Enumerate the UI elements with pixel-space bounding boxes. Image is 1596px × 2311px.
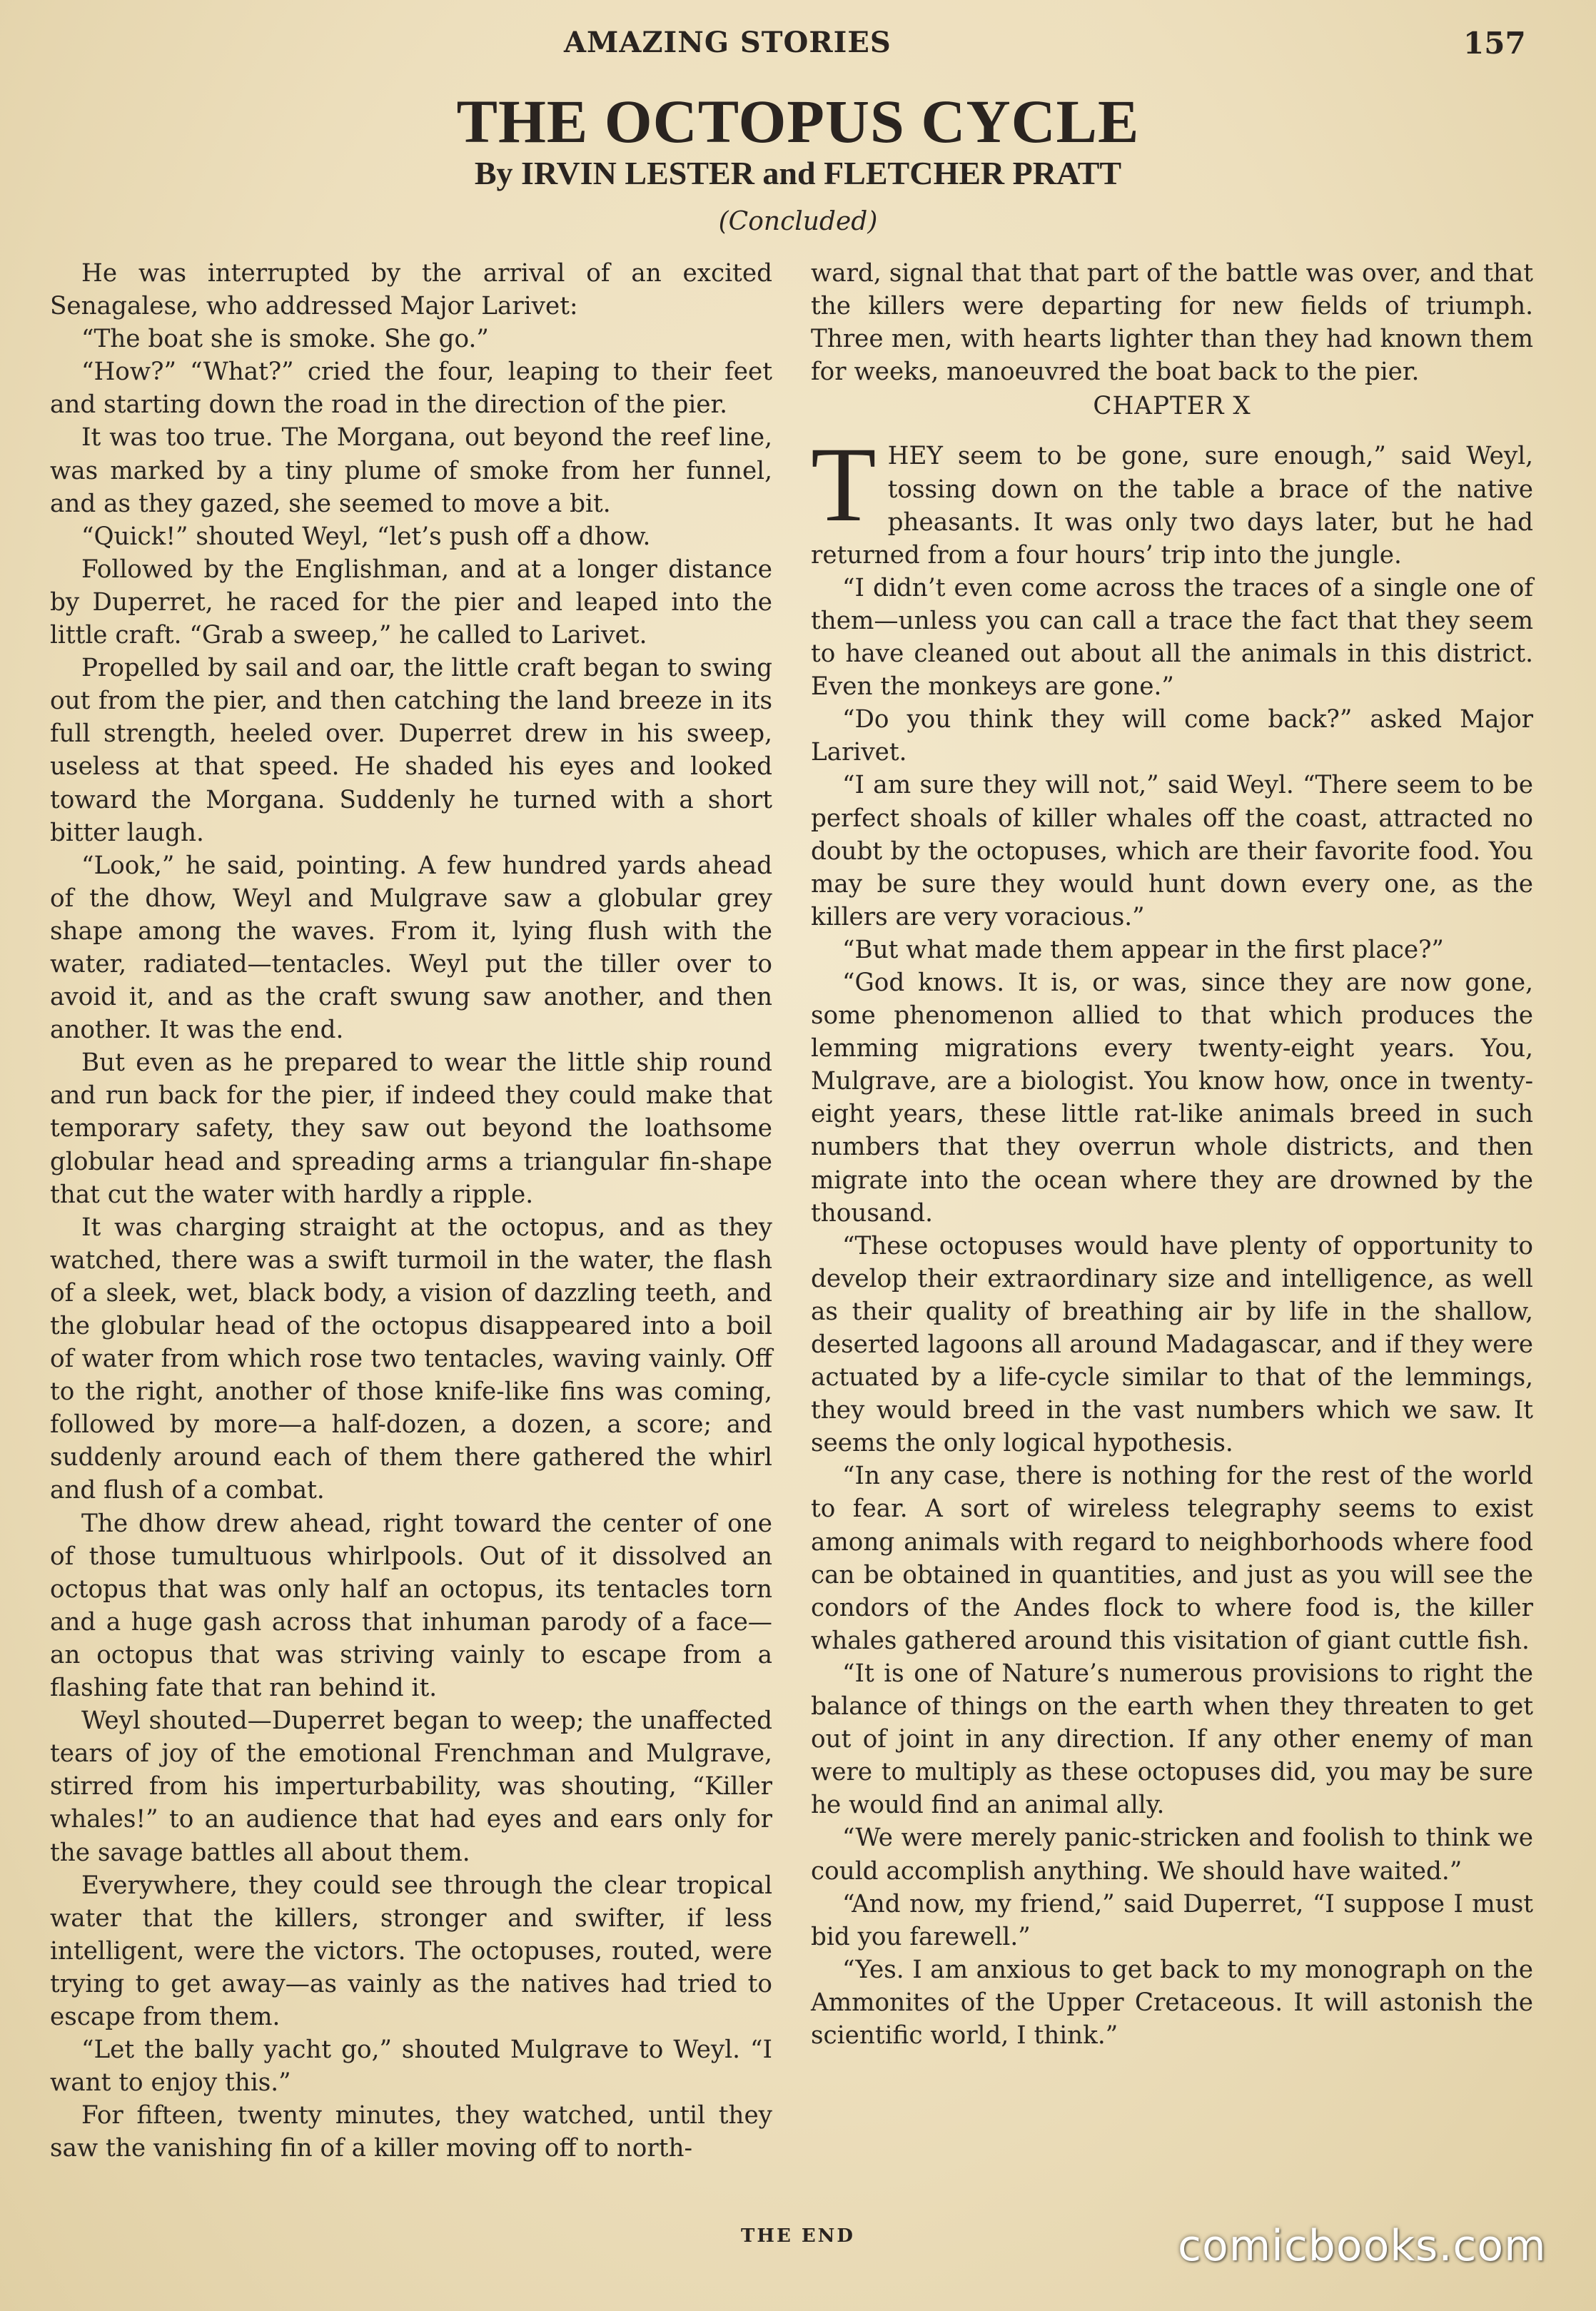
paragraph: Followed by the Englishman, and at a longer distance by Duperret, he raced for the pier and leaped into the little craft. “Grab a sweep,” he called to Larivet. [50,555,772,650]
right-column [811,257,1533,2052]
paragraph-continued: ward, signal that that part of the battle was over, and that the killers were departing for new fields of triumph. Three men, with hearts lighter than they had known them for weeks, manoeuvred the boat back to the pier. [811,259,1533,387]
paragraph: “These octopuses would have plenty of opportunity to develop their extraordinary size and intelligence, as well as their quality of breathing air by life in the shallow, deserted lagoons all around Madagascar, and if they were actuated by a life-cycle similar to that of the lemmings, they would breed in the vast numbers which we saw. It seems the only logical hypothesis. [811,1231,1533,1458]
paragraph: “But what made them appear in the first place?” [842,935,1444,964]
chapter-heading: CHAPTER X [1093,392,1251,421]
paragraph: For fifteen, twenty minutes, they watched, until they saw the vanishing fin of a killer moving off to north- [50,2101,772,2163]
story-title: THE OCTOPUS CYCLE [456,87,1140,156]
chapter-opening-text: HEY seem to be gone, sure enough,” said Weyl, tossing down on the table a brace of the native pheasants. It was only two days later, but he had returned from a four hours’ trip into the jungle. [811,442,1533,570]
paragraph: “Look,” he said, pointing. A few hundred yards ahead of the dhow, Weyl and Mulgrave saw a globular grey shape among the waves. From it, lying flush with the water, radiated—tentacles. Weyl put the tiller over to avoid it, and as the craft swung saw another, and then another. It was the end. [50,851,772,1045]
chapter-opening-paragraph [811,425,1533,571]
watermark: comicbooks.com [1178,2221,1547,2271]
paragraph: “And now, my friend,” said Duperret, “I suppose I must bid you farewell.” [811,1889,1533,1951]
paragraph: Propelled by sail and oar, the little craft began to swing out from the pier, and then catching the land breeze in its full strength, heeled over. Duperret drew in his sweep, useless at that speed. He shaded his eyes and looked toward the Morgana. Suddenly he turned with a short bitter laugh. [50,654,772,847]
story-byline: By IRVIN LESTER and FLETCHER PRATT [474,155,1122,191]
paragraph: “Yes. I am anxious to get back to my monograph on the Ammonites of the Upper Cretaceous. It will astonish the scientific world, I think.” [811,1955,1533,2050]
drop-cap: T [811,425,877,545]
paragraph: But even as he prepared to wear the little ship round and run back for the pier, if indeed they could make that temporary safety, they saw out beyond the loathsome globular head and spreading arms a triangular fin-shape that cut the water with hardly a ripple. [50,1048,772,1209]
paragraph: “Quick!” shouted Weyl, “let’s push off a dhow. [81,522,651,551]
paragraph: It was too true. The Morgana, out beyond the reef line, was marked by a tiny plume of smoke from her funnel, and as they gazed, she seemed to move a bit. [50,423,772,518]
paragraph: “God knows. It is, or was, since they are now gone, some phenomenon allied to that which produces the lemming migrations every twenty-eight years. You, Mulgrave, are a biologist. You know how, once in twenty-eight years, these little rat-like animals breed in such numbers that they overrun whole districts, and then migrate into the ocean where they are drowned by the thousand. [811,968,1533,1228]
running-head: AMAZING STORIES [564,26,892,59]
paragraph: Everywhere, they could see through the clear tropical water that the killers, stronger and swifter, if less intelligent, were the victors. The octopuses, routed, were trying to get away—as vainly as the natives had tried to escape from them. [50,1871,772,2031]
paragraph: He was interrupted by the arrival of an excited Senagalese, who addressed Major Larivet: [50,259,772,321]
paragraph: “I am sure they will not,” said Weyl. “There seem to be perfect shoals of killer whales off the coast, attracted no doubt by the octopuses, which are their favorite food. You may be sure they would hunt down every one, as the killers are very voracious.” [811,771,1533,931]
left-column [50,257,772,2165]
concluded-note: (Concluded) [718,207,878,236]
paragraph: “We were merely panic-stricken and foolish to think we could accomplish anything. We should have waited.” [811,1824,1533,1886]
paragraph: “Do you think they will come back?” asked Major Larivet. [811,705,1533,767]
paragraph: “Let the bally yacht go,” shouted Mulgrave to Weyl. “I want to enjoy this.” [50,2036,772,2098]
paragraph: “I didn’t even come across the traces of a single one of them—unless you can call a trace the fact that they seem to have cleaned out about all the animals in this district. Even the monkeys are gone.” [811,573,1533,702]
the-end-label: THE END [741,2225,855,2247]
paragraph: “How?” “What?” cried the four, leaping to their feet and starting down the road in the direction of the pier. [50,358,772,420]
paragraph: Weyl shouted—Duperret began to weep; the unaffected tears of joy of the emotional Frenchman and Mulgrave, stirred from his imperturbability, was shouting, “Killer whales!” to an audience that had eyes and ears only for the savage battles all about them. [50,1706,772,1867]
paragraph: “It is one of Nature’s numerous provisions to right the balance of things on the earth when they threaten to get out of joint in any direction. If any other enemy of man were to multiply as these octopuses did, you may be sure he would find an animal ally. [811,1659,1533,1820]
paragraph: It was charging straight at the octopus, and as they watched, there was a swift turmoil in the water, the flash of a sleek, wet, black body, a vision of dazzling teeth, and the globular head of the octopus disappeared into a boil of water from which rose two tentacles, waving vainly. Off to the right, another of those knife-like fins was coming, followed by more—a half-dozen, a dozen, a score; and suddenly around each of them there gathered the whirl and flush of a combat. [50,1213,772,1505]
page-number: 157 [1463,26,1526,61]
paragraph: “In any case, there is nothing for the rest of the world to fear. A sort of wireless telegraphy seems to exist among animals with regard to neighborhoods where food can be obtained in quantities, and just as you will see the condors of the Andes flock to where food is, the killer whales gathered around this visitation of giant cuttle fish. [811,1462,1533,1655]
paragraph: “The boat she is smoke. She go.” [81,325,489,354]
paragraph: The dhow drew ahead, right toward the center of one of those tumultuous whirlpools. Out of it dissolved an octopus that was only half an octopus, its tentacles torn and a huge gash across that inhuman parody of a face—an octopus that was striving vainly to escape from a flashing fate that ran behind it. [50,1509,772,1703]
